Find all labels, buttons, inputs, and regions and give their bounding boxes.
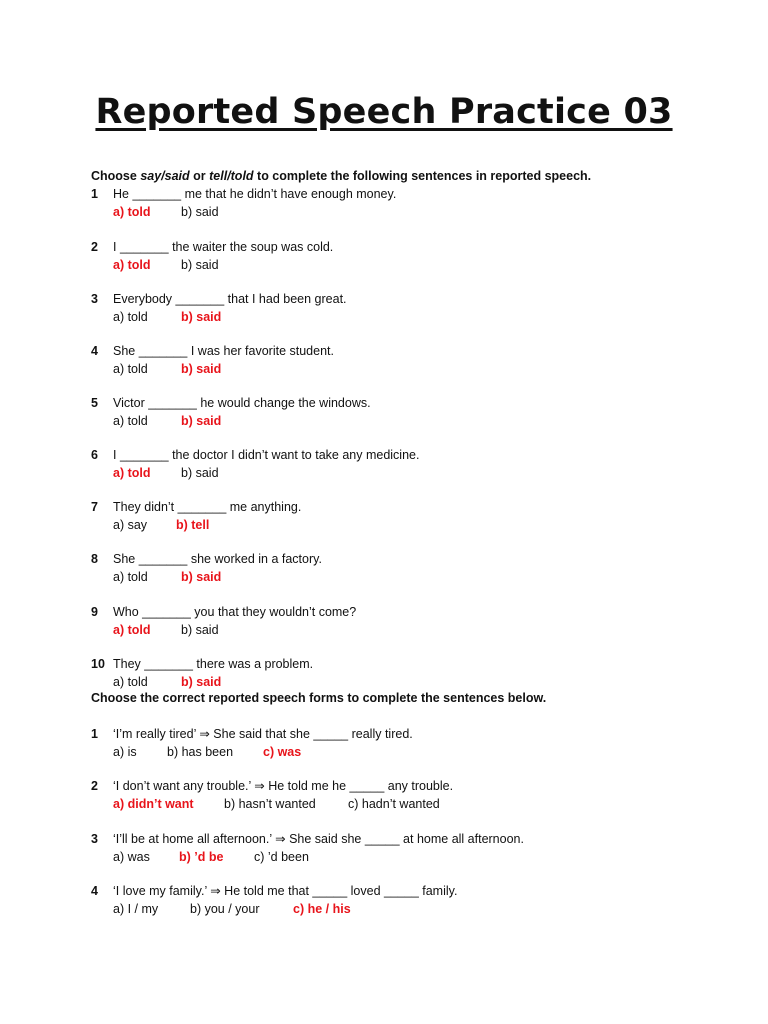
question-text: They didn’t _______ me anything.: [113, 500, 302, 514]
answer-option: b) has been: [167, 744, 234, 759]
answer-option-correct: b) said: [181, 361, 222, 376]
answer-option-correct: a) told: [113, 622, 151, 637]
question-number: 4: [91, 884, 98, 898]
answer-option: b) said: [181, 257, 219, 272]
page-title: Reported Speech Practice 03: [95, 92, 673, 132]
answer-option: b) you / your: [190, 901, 260, 916]
answer-option-correct: a) told: [113, 204, 151, 219]
question-number: 1: [91, 187, 98, 201]
instruction-term-tell: tell/told: [209, 169, 254, 183]
answer-option: a) told: [113, 569, 148, 584]
question-text: ‘I’ll be at home all afternoon.’ ⇒ She said she _____ at home all afternoon.: [113, 832, 524, 846]
answer-option-correct: c) was: [263, 744, 302, 759]
question-number: 2: [91, 240, 98, 254]
answer-option: b) said: [181, 622, 219, 637]
answer-option: b) said: [181, 465, 219, 480]
answer-option: a) told: [113, 413, 148, 428]
answer-option-correct: a) told: [113, 465, 151, 480]
question-text: I _______ the waiter the soup was cold.: [113, 240, 334, 254]
section1-instruction: [91, 169, 591, 183]
answer-option: c) hadn’t wanted: [348, 796, 440, 811]
answer-option-correct: b) tell: [176, 517, 210, 532]
question-text: Everybody _______ that I had been great.: [113, 292, 347, 306]
question-text: She _______ she worked in a factory.: [113, 552, 322, 566]
answer-option: a) told: [113, 361, 148, 376]
instruction-text: Choose: [91, 169, 141, 183]
section2-instruction: Choose the correct reported speech forms to complete the sentences below.: [91, 691, 547, 705]
question-number: 9: [91, 605, 98, 619]
question-text: He _______ me that he didn’t have enough money.: [113, 187, 397, 201]
answer-option-correct: b) said: [181, 413, 222, 428]
answer-option-correct: a) told: [113, 257, 151, 272]
question-number: 10: [91, 657, 105, 671]
question-number: 5: [91, 396, 98, 410]
answer-option: a) was: [113, 849, 150, 864]
answer-option-correct: b) said: [181, 569, 222, 584]
answer-option-correct: b) said: [181, 674, 222, 689]
answer-option-correct: b) ’d be: [179, 849, 224, 864]
question-text: I _______ the doctor I didn’t want to take any medicine.: [113, 448, 420, 462]
answer-option: a) say: [113, 517, 148, 532]
question-text: She _______ I was her favorite student.: [113, 344, 334, 358]
question-number: 8: [91, 552, 98, 566]
question-number: 6: [91, 448, 98, 462]
question-text: ‘I love my family.’ ⇒ He told me that _____ loved _____ family.: [113, 884, 458, 898]
question-text: Who _______ you that they wouldn’t come?: [113, 605, 357, 619]
question-number: 3: [91, 832, 98, 846]
answer-option-correct: a) didn’t want: [113, 796, 194, 811]
question-text: They _______ there was a problem.: [113, 657, 314, 671]
answer-option: b) hasn’t wanted: [224, 796, 316, 811]
answer-option: c) ’d been: [254, 849, 309, 864]
answer-option: a) is: [113, 744, 137, 759]
instruction-term-say: say/said: [140, 169, 190, 183]
question-number: 4: [91, 344, 98, 358]
answer-option-correct: b) said: [181, 309, 222, 324]
answer-option: a) told: [113, 674, 148, 689]
question-number: 3: [91, 292, 98, 306]
question-text: Victor _______ he would change the windows.: [113, 396, 371, 410]
question-text: ‘I don’t want any trouble.’ ⇒ He told me he _____ any trouble.: [113, 779, 454, 793]
answer-option: a) told: [113, 309, 148, 324]
question-number: 2: [91, 779, 98, 793]
question-number: 7: [91, 500, 98, 514]
question-number: 1: [91, 727, 98, 741]
question-text: ‘I’m really tired’ ⇒ She said that she _____ really tired.: [113, 727, 413, 741]
instruction-text: to complete the following sentences in reported speech.: [253, 169, 592, 183]
answer-option: b) said: [181, 204, 219, 219]
answer-option-correct: c) he / his: [293, 901, 351, 916]
instruction-text: or: [189, 169, 210, 183]
answer-option: a) I / my: [113, 901, 159, 916]
